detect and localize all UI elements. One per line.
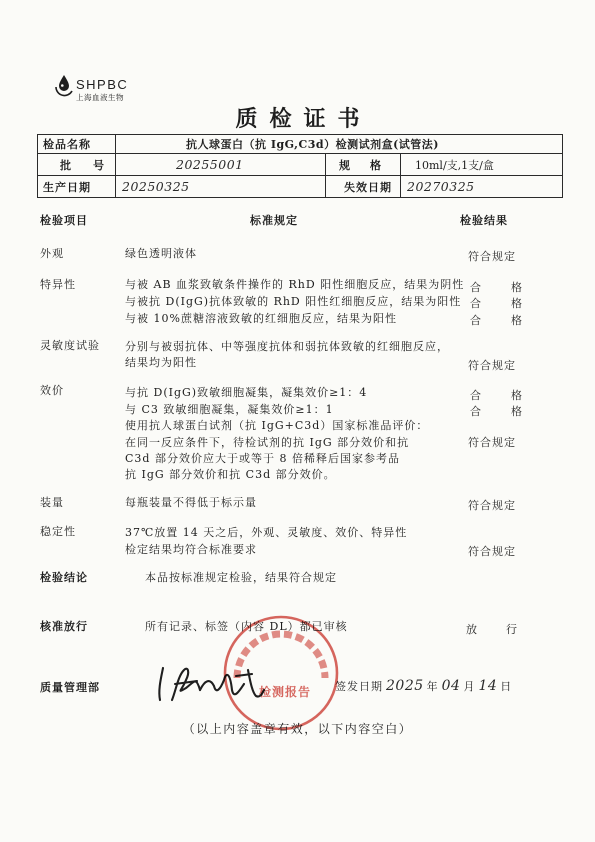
column-header-item: 检验项目 bbox=[40, 214, 88, 227]
mfg-date: 20250325 bbox=[122, 179, 190, 194]
mfg-date-label: 生产日期 bbox=[43, 180, 91, 194]
standard-line: 每瓶装量不得低于标示量 bbox=[125, 496, 257, 509]
mfg-date-label-cell bbox=[38, 176, 116, 198]
standard-line: 使用抗人球蛋白试剂（抗 IgG+C3d）国家标准品评价： bbox=[125, 419, 429, 432]
conclusion-text: 本品按标准规定检验，结果符合规定 bbox=[145, 571, 337, 584]
spec-value: 10ml/支,1支/盒 bbox=[415, 158, 494, 172]
standard-line: 与抗 D(IgG)致敏细胞凝集，凝集效价≥1：4 bbox=[125, 386, 368, 399]
release-result: 放行 bbox=[466, 623, 546, 636]
result-text: 合格 bbox=[470, 281, 552, 294]
column-header-standard: 标准规定 bbox=[250, 214, 298, 227]
issue-day-unit: 日 bbox=[500, 680, 513, 693]
standard-line: 检定结果均符合标准要求 bbox=[125, 543, 257, 556]
spec-label-cell bbox=[326, 154, 401, 176]
item-stability: 稳定性 bbox=[40, 525, 76, 538]
exp-date: 20270325 bbox=[407, 179, 475, 194]
issue-date bbox=[335, 678, 512, 694]
issue-month: 04 bbox=[441, 678, 461, 694]
result-text: 符合规定 bbox=[468, 545, 516, 558]
footer-note: （以上内容盖章有效，以下内容空白） bbox=[182, 722, 413, 736]
standard-line: 与被 AB 血浆致敏条件操作的 RhD 阳性细胞反应，结果为阴性 bbox=[125, 278, 465, 291]
standard-line: 绿色透明液体 bbox=[125, 247, 197, 260]
red-seal-stamp bbox=[220, 612, 342, 734]
item-titer: 效价 bbox=[40, 384, 64, 397]
result-text: 符合规定 bbox=[468, 250, 516, 263]
column-header-result: 检验结果 bbox=[460, 214, 508, 227]
quality-dept-label: 质量管理部 bbox=[40, 681, 100, 694]
standard-line: 分别与被弱抗体、中等强度抗体和弱抗体致敏的红细胞反应， bbox=[125, 340, 449, 353]
product-name: 抗人球蛋白（抗 IgG,C3d）检测试剂盒(试管法) bbox=[186, 138, 440, 151]
exp-date-label: 失效日期 bbox=[344, 180, 392, 194]
issue-month-unit: 月 bbox=[463, 680, 476, 693]
batch-label: 批号 bbox=[60, 158, 126, 172]
stamp-text: 检测报告 bbox=[258, 685, 312, 699]
result-text: 合格 bbox=[470, 297, 552, 310]
product-name-label: 检品名称 bbox=[43, 138, 91, 151]
result-text: 符合规定 bbox=[468, 359, 516, 372]
batch-label-cell bbox=[38, 154, 126, 176]
item-specificity: 特异性 bbox=[40, 278, 76, 291]
release-label: 核准放行 bbox=[40, 620, 88, 633]
standard-line: 抗 IgG 部分效价和抗 C3d 部分效价。 bbox=[125, 468, 336, 481]
result-text: 合格 bbox=[470, 389, 552, 402]
standard-line: 在同一反应条件下，待检试剂的抗 IgG 部分效价和抗 bbox=[125, 436, 410, 449]
item-appearance: 外观 bbox=[40, 247, 64, 260]
batch-cell bbox=[116, 154, 326, 176]
standard-line: 37℃放置 14 天之后，外观、灵敏度、效价、特异性 bbox=[125, 526, 408, 539]
logo-company-name: 上海血液生物 bbox=[76, 93, 124, 102]
item-fill-volume: 装量 bbox=[40, 496, 64, 509]
release-text: 所有记录、标签（内容 DL）都已审核 bbox=[145, 620, 348, 633]
standard-line: 与被 10%蔗糖溶液致敏的红细胞反应，结果为阳性 bbox=[125, 312, 397, 325]
standard-line: 与被抗 D(IgG)抗体致敏的 RhD 阳性红细胞反应，结果为阳性 bbox=[125, 295, 462, 308]
header-info-table bbox=[37, 134, 563, 198]
product-name-row bbox=[38, 135, 563, 154]
result-text: 符合规定 bbox=[468, 499, 516, 512]
item-sensitivity: 灵敏度试验 bbox=[40, 339, 100, 352]
result-text: 合格 bbox=[470, 405, 552, 418]
issue-year-unit: 年 bbox=[426, 680, 439, 693]
result-text: 合格 bbox=[470, 314, 552, 327]
spec-cell bbox=[401, 154, 563, 176]
batch-row bbox=[38, 154, 563, 176]
logo-brand: SHPBC bbox=[76, 77, 129, 92]
exp-date-cell bbox=[401, 176, 563, 198]
standard-line: C3d 部分效价应大于或等于 8 倍稀释后国家参考品 bbox=[125, 452, 400, 465]
exp-date-label-cell bbox=[326, 176, 401, 198]
mfg-date-cell bbox=[116, 176, 326, 198]
document-title: 质检证书 bbox=[235, 106, 372, 132]
issue-date-label: 签发日期 bbox=[335, 680, 383, 693]
date-row bbox=[38, 176, 563, 198]
blood-drop-logo-icon bbox=[54, 72, 74, 98]
result-text: 符合规定 bbox=[468, 436, 516, 449]
spec-label: 规格 bbox=[339, 158, 401, 172]
standard-line: 结果均为阳性 bbox=[125, 356, 197, 369]
product-name-cell bbox=[116, 135, 563, 154]
issue-day: 14 bbox=[478, 678, 498, 694]
standard-line: 与 C3 致敏细胞凝集，凝集效价≥1：1 bbox=[125, 403, 334, 416]
conclusion-label: 检验结论 bbox=[40, 571, 88, 584]
issue-year: 2025 bbox=[386, 678, 424, 694]
batch-number: 20255001 bbox=[176, 157, 244, 172]
product-name-label-cell bbox=[38, 135, 116, 154]
